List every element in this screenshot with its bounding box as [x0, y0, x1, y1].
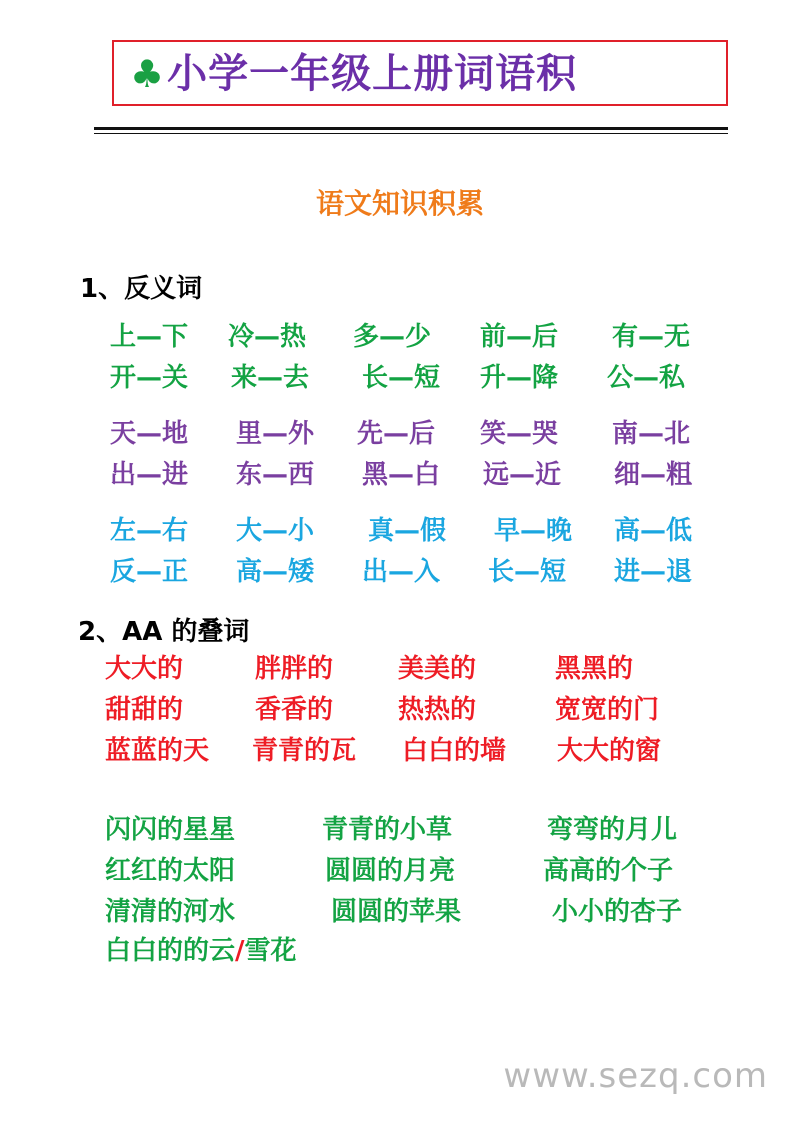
word: 圆圆的月亮 [325, 856, 456, 886]
club-icon: ♣ [130, 52, 166, 96]
reduplication-heading: 2、AA 的叠词 [78, 617, 250, 647]
word: 小小的杏子 [552, 897, 683, 927]
word: 青青的小草 [322, 815, 453, 845]
antonym-pair: 升—降 [480, 363, 559, 393]
word: 黑黑的 [555, 654, 634, 684]
antonym-pair: 来—去 [231, 363, 310, 393]
word: 清清的河水 [105, 897, 236, 927]
antonym-pair: 南—北 [612, 419, 691, 449]
word: 白白的墙 [402, 736, 507, 766]
word: 大大的 [105, 654, 184, 684]
antonym-row [0, 320, 800, 354]
word: 热热的 [398, 695, 477, 725]
antonym-pair: 冷—热 [228, 322, 307, 352]
antonym-pair: 出—进 [110, 460, 189, 490]
antonym-pair: 天—地 [110, 419, 189, 449]
page-title [130, 46, 577, 102]
antonyms-heading: 1、反义词 [80, 274, 203, 304]
antonym-pair: 上—下 [110, 322, 189, 352]
word: 红红的太阳 [105, 856, 236, 886]
watermark: www.sezq.com [503, 1056, 768, 1096]
antonym-pair: 远—近 [483, 460, 562, 490]
reduplication-row [0, 693, 800, 727]
word: 弯弯的月儿 [547, 815, 678, 845]
word: 大大的窗 [557, 736, 662, 766]
antonym-row [0, 555, 800, 589]
word: 香香的 [255, 695, 334, 725]
antonym-pair: 长—短 [362, 363, 441, 393]
section-title: 语文知识积累 [315, 187, 484, 220]
antonym-pair: 真—假 [368, 516, 447, 546]
word: 美美的 [398, 654, 477, 684]
antonym-pair: 反—正 [110, 557, 189, 587]
word: 胖胖的 [255, 654, 334, 684]
word: 甜甜的 [105, 695, 184, 725]
antonym-pair: 黑—白 [362, 460, 441, 490]
antonym-row [0, 417, 800, 451]
reduplication-row [0, 652, 800, 686]
word: 圆圆的苹果 [331, 897, 462, 927]
reduplication-row [0, 854, 800, 888]
antonym-pair: 大—小 [236, 516, 315, 546]
antonym-row [0, 361, 800, 395]
page-title-text: 小学一年级上册词语积 [167, 51, 578, 97]
antonym-pair: 有—无 [612, 322, 691, 352]
antonym-pair: 早—晚 [494, 516, 573, 546]
antonym-pair: 进—退 [614, 557, 693, 587]
reduplication-row [0, 813, 800, 847]
antonym-pair: 细—粗 [614, 460, 693, 490]
antonym-pair: 前—后 [480, 322, 559, 352]
antonym-pair: 笑—哭 [480, 419, 559, 449]
word: 雪花 [244, 936, 297, 966]
antonym-row [0, 458, 800, 492]
antonym-pair: 高—矮 [236, 557, 315, 587]
antonym-pair: 里—外 [236, 419, 315, 449]
word: 闪闪的星星 [105, 815, 236, 845]
word: 蓝蓝的天 [105, 736, 210, 766]
word: 白白的的云 [105, 936, 236, 966]
divider-thin [94, 133, 728, 134]
antonym-pair: 长—短 [488, 557, 567, 587]
antonym-pair: 公—私 [607, 363, 686, 393]
reduplication-last-line [105, 934, 297, 968]
word: 宽宽的门 [555, 695, 660, 725]
word: 青青的瓦 [252, 736, 357, 766]
antonym-pair: 左—右 [110, 516, 189, 546]
antonym-pair: 先—后 [357, 419, 436, 449]
antonym-pair: 出—入 [362, 557, 441, 587]
antonym-row [0, 514, 800, 548]
antonym-pair: 多—少 [353, 322, 432, 352]
divider-thick [94, 127, 728, 130]
word: 高高的个子 [543, 856, 674, 886]
reduplication-row [0, 734, 800, 768]
slash-separator: / [235, 936, 245, 966]
antonym-pair: 东—西 [236, 460, 315, 490]
antonym-pair: 高—低 [614, 516, 693, 546]
antonym-pair: 开—关 [110, 363, 189, 393]
reduplication-row [0, 895, 800, 929]
